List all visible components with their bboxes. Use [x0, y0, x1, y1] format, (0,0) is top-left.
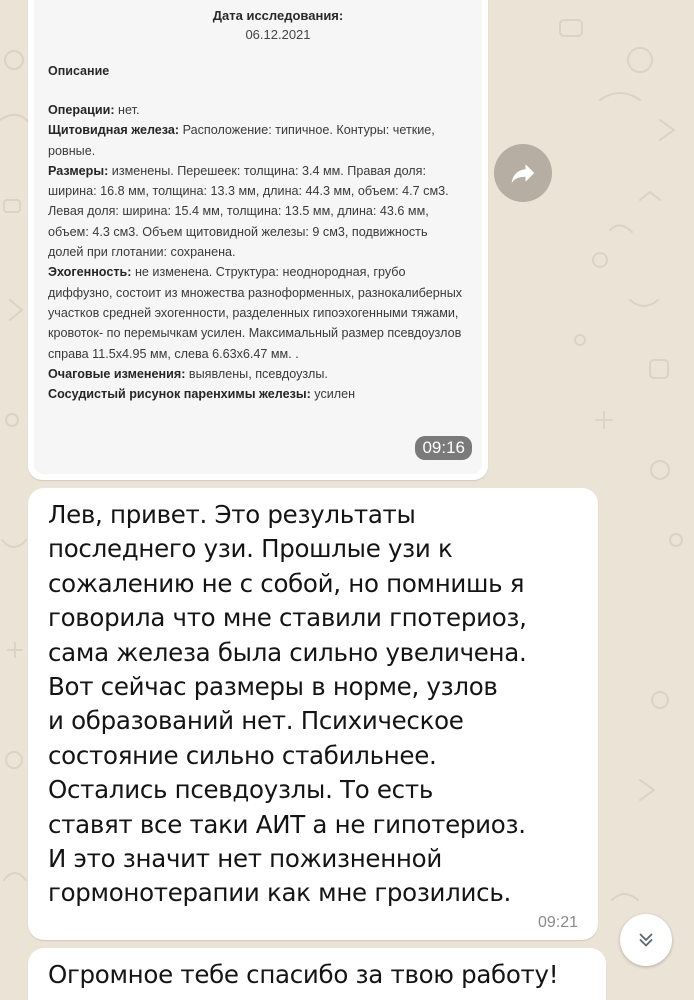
- doc-paragraph: [48, 364, 466, 384]
- doc-section-title: Описание: [48, 64, 110, 78]
- doc-paragraph-label: Операции:: [48, 103, 115, 117]
- double-chevron-down-icon: [635, 929, 657, 951]
- message-timestamp: 09:21: [537, 914, 578, 931]
- scroll-to-bottom-button[interactable]: [620, 914, 672, 966]
- image-timestamp: 09:16: [415, 436, 472, 460]
- document-image[interactable]: [34, 0, 482, 474]
- doc-paragraph-label: Щитовидная железа:: [48, 123, 180, 138]
- message-text: Огромное тебе спасибо за твою работу!: [48, 960, 559, 989]
- doc-body: [48, 100, 466, 404]
- doc-paragraph: [48, 384, 466, 404]
- doc-paragraph-text: усилен: [310, 387, 356, 402]
- document-image-message[interactable]: [28, 0, 488, 480]
- doc-paragraph-label: Очаговые изменения:: [48, 366, 186, 381]
- forward-button[interactable]: [494, 144, 552, 202]
- doc-paragraph: [48, 161, 466, 262]
- doc-paragraph: [48, 262, 466, 363]
- text-message[interactable]: [28, 488, 598, 940]
- forward-icon: [508, 158, 538, 188]
- doc-paragraph-text: нет.: [114, 103, 140, 117]
- doc-paragraph: [48, 100, 466, 120]
- doc-paragraph: [48, 120, 466, 161]
- doc-fade: [34, 458, 482, 474]
- doc-paragraph-label: Эхогенность:: [48, 265, 132, 280]
- doc-paragraph-label: Размеры:: [48, 163, 109, 178]
- doc-paragraph-label: Сосудистый рисунок паренхимы железы:: [48, 387, 311, 402]
- doc-date-label: Дата исследования:: [212, 8, 344, 23]
- doc-date-value: 06.12.2021: [245, 27, 311, 42]
- doc-paragraph-text: Расположение: типичное. Контуры: четкие, ровные.: [48, 123, 435, 158]
- message-text: Лев, привет. Это результаты последнего узи. Прошлые узи к сожалению не с собой, но помнишь я говорила что мне ставили гпотериоз, сама железа была сильно увеличена. Вот сейчас размеры в норме, узлов и образований нет. Психическое состояние сильно стабильнее. Остались псевдоузлы. То есть ставят все таки АИТ а не гипотериоз. И это значит нет пожизненной гормонотерапии как мне грозились.: [48, 500, 527, 908]
- doc-paragraph-text: не изменена. Структура: неоднородная, грубо диффузно, состоит из множества разноформенных, разнокалиберных участков средней эхогенности, разделенных гипоэхогенными тяжами, кровоток- по перемычкам усилен. Максимальный размер псевдоузлов справа 11.5х4.95 мм, слева 6.63х6.47 мм. .: [48, 265, 463, 361]
- doc-paragraph-text: изменены. Перешеек: толщина: 3.4 мм. Правая доля: ширина: 16.8 мм, толщина: 13.3 мм, длина: 44.3 мм, объем: 4.7 см3. Левая доля: ширина: 15.4 мм, толщина: 13.5 мм, длина: 43.6 мм, объем: 4.3 см3. Объем щитовидной железы: 9 см3, подвижность долей при глотании: сохранена.: [48, 163, 449, 260]
- doc-paragraph-text: выявлены, псевдоузлы.: [185, 366, 328, 381]
- text-message-partial[interactable]: [28, 948, 606, 1000]
